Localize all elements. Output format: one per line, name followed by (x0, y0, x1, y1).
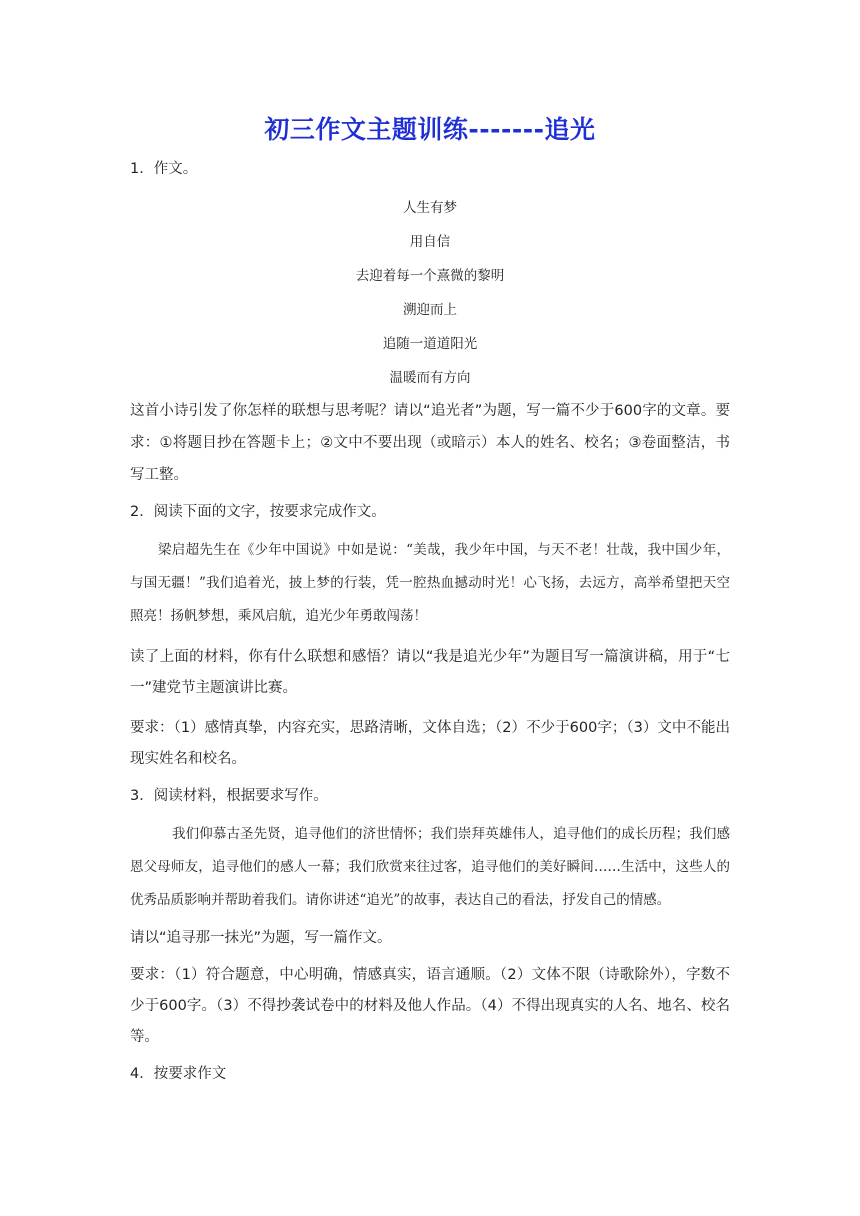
question-2-prompt: 读了上面的材料，你有什么联想和感悟？请以“我是追光少年”为题目写一篇演讲稿，用于“七一”建党节主题演讲比赛。 (130, 649, 730, 696)
poem-line: 溯迎而上 (403, 302, 457, 318)
question-3-material: 我们仰慕古圣先贤，追寻他们的济世情怀；我们崇拜英雄伟人，追寻他们的成长历程；我们感恩父母师友，追寻他们的感人一幕；我们欣赏来往过客，追寻他们的美好瞬间……生活中，这些人的优秀品质影响并帮助着我们。请你讲述“追光”的故事，表达自己的看法，抒发自己的情感。 (130, 826, 730, 908)
document-body (130, 157, 730, 1096)
poem-line: 追随一道道阳光 (382, 336, 478, 352)
question-1-heading: 1．作文。 (130, 161, 198, 177)
question-3-requirements: 要求：（1）符合题意，中心明确，情感真实，语言通顺。（2）文体不限（诗歌除外），字数不少于600字。（3）不得抄袭试卷中的材料及他人作品。（4）不得出现真实的人名、地名、校名等。 (130, 967, 730, 1045)
question-2-requirements: 要求：（1）感情真挚，内容充实，思路清晰，文体自选；（2）不少于600字；（3）文中不能出现实姓名和校名。 (130, 720, 730, 767)
question-4-heading: 4．按要求作文 (130, 1066, 227, 1082)
question-3-heading: 3．阅读材料，根据要求写作。 (130, 788, 328, 804)
poem-line: 人生有梦 (403, 200, 457, 216)
poem-line: 用自信 (409, 234, 451, 250)
question-2-material: 梁启超先生在《少年中国说》中如是说：“美哉，我少年中国，与天不老！壮哉，我中国少年，与国无疆！”我们追着光，披上梦的行装，凭一腔热血撼动时光！心飞扬，去远方，高举希望把天空照亮！扬帆梦想，乘风启航，追光少年勇敢闯荡！ (130, 542, 730, 624)
page-title: 初三作文主题训练-------追光 (264, 115, 596, 144)
poem (130, 191, 730, 395)
question-1-prompt: 这首小诗引发了你怎样的联想与思考呢？请以“追光者”为题，写一篇不少于600字的文章。要求：①将题目抄在答题卡上；②文中不要出现（或暗示）本人的姓名、校名；③卷面整洁，书写工整。 (130, 403, 730, 483)
question-3-prompt: 请以“追寻那一抹光”为题，写一篇作文。 (130, 930, 392, 946)
poem-line: 温暖而有方向 (389, 370, 471, 386)
poem-line: 去迎着每一个熹微的黎明 (355, 268, 505, 284)
question-2-heading: 2．阅读下面的文字，按要求完成作文。 (130, 504, 386, 520)
